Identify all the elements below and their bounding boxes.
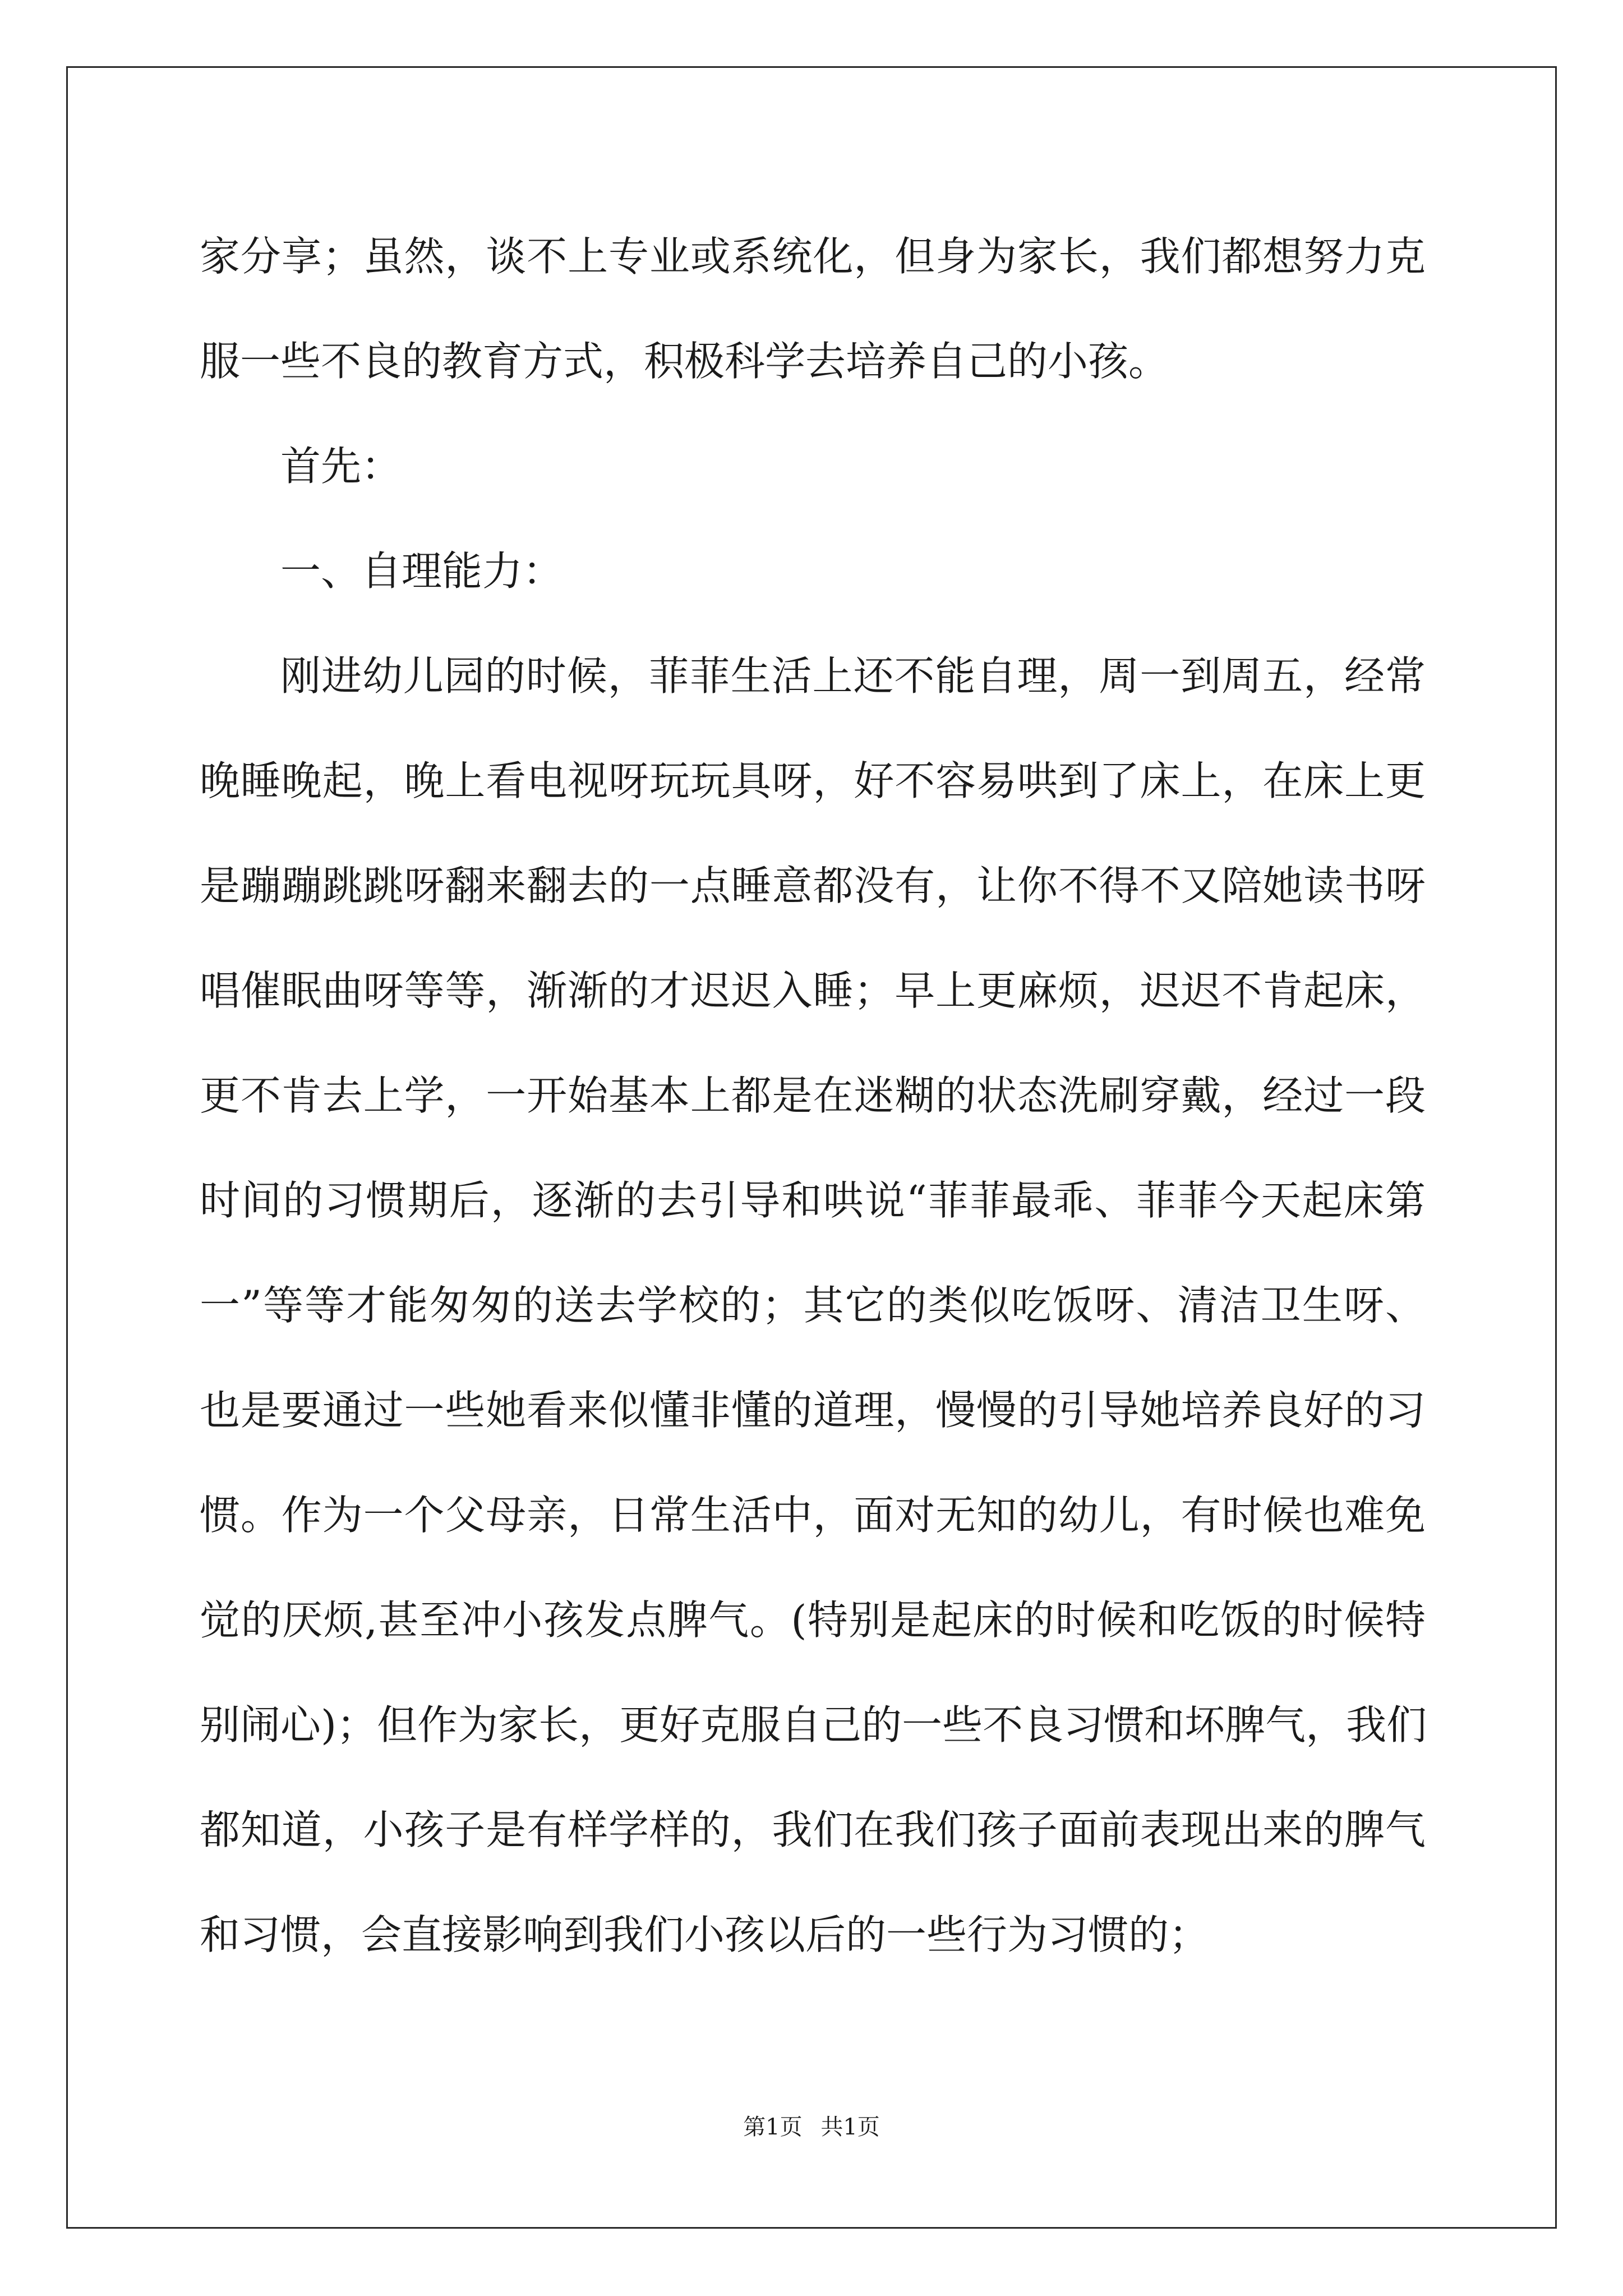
text-line: 和习惯，会直接影响到我们小孩以后的一些行为习惯的； [200, 1911, 1210, 1958]
text-line: 家分享；虽然，谈不上专业或系统化，但身为家长，我们都想努力克 [200, 233, 1426, 280]
text-line: 服一些不良的教育方式，积极科学去培养自己的小孩。 [200, 338, 1169, 385]
text-line: 一”等等才能匆匆的送去学校的；其它的类似吃饭呀、清洁卫生呀、 [200, 1282, 1426, 1329]
text-line: 晚睡晚起，晚上看电视呀玩玩具呀，好不容易哄到了床上，在床上更 [200, 757, 1426, 804]
section-heading: 一、自理能力： [280, 547, 564, 595]
page-footer [0, 2110, 1623, 2144]
text-line: 是蹦蹦跳跳呀翻来翻去的一点睡意都没有，让你不得不又陪她读书呀 [200, 862, 1426, 909]
document-body [200, 204, 1426, 1987]
text-line: 更不肯去上学，一开始基本上都是在迷糊的状态洗刷穿戴，经过一段 [200, 1072, 1426, 1119]
text-line: 时间的习惯期后，逐渐的去引导和哄说“菲菲最乖、菲菲今天起床第 [200, 1177, 1426, 1224]
text-line: 别闹心)；但作为家长，更好克服自己的一些不良习惯和坏脾气，我们 [200, 1701, 1427, 1749]
first-label: 首先： [280, 443, 402, 490]
page-total: 共1页 [820, 2114, 880, 2140]
text-line: 觉的厌烦,甚至冲小孩发点脾气。(特别是起床的时候和吃饭的时候特 [200, 1596, 1426, 1644]
text-line: 刚进幼儿园的时候，菲菲生活上还不能自理，周一到周五，经常 [280, 652, 1426, 700]
page-number: 第1页 [743, 2114, 803, 2140]
text-line: 都知道，小孩子是有样学样的，我们在我们孩子面前表现出来的脾气 [200, 1806, 1426, 1853]
text-line: 惯。作为一个父母亲，日常生活中，面对无知的幼儿，有时候也难免 [200, 1492, 1426, 1539]
text-line: 也是要通过一些她看来似懂非懂的道理，慢慢的引导她培养良好的习 [200, 1387, 1426, 1434]
text-line: 唱催眠曲呀等等，渐渐的才迟迟入睡；早上更麻烦，迟迟不肯起床， [200, 967, 1426, 1014]
